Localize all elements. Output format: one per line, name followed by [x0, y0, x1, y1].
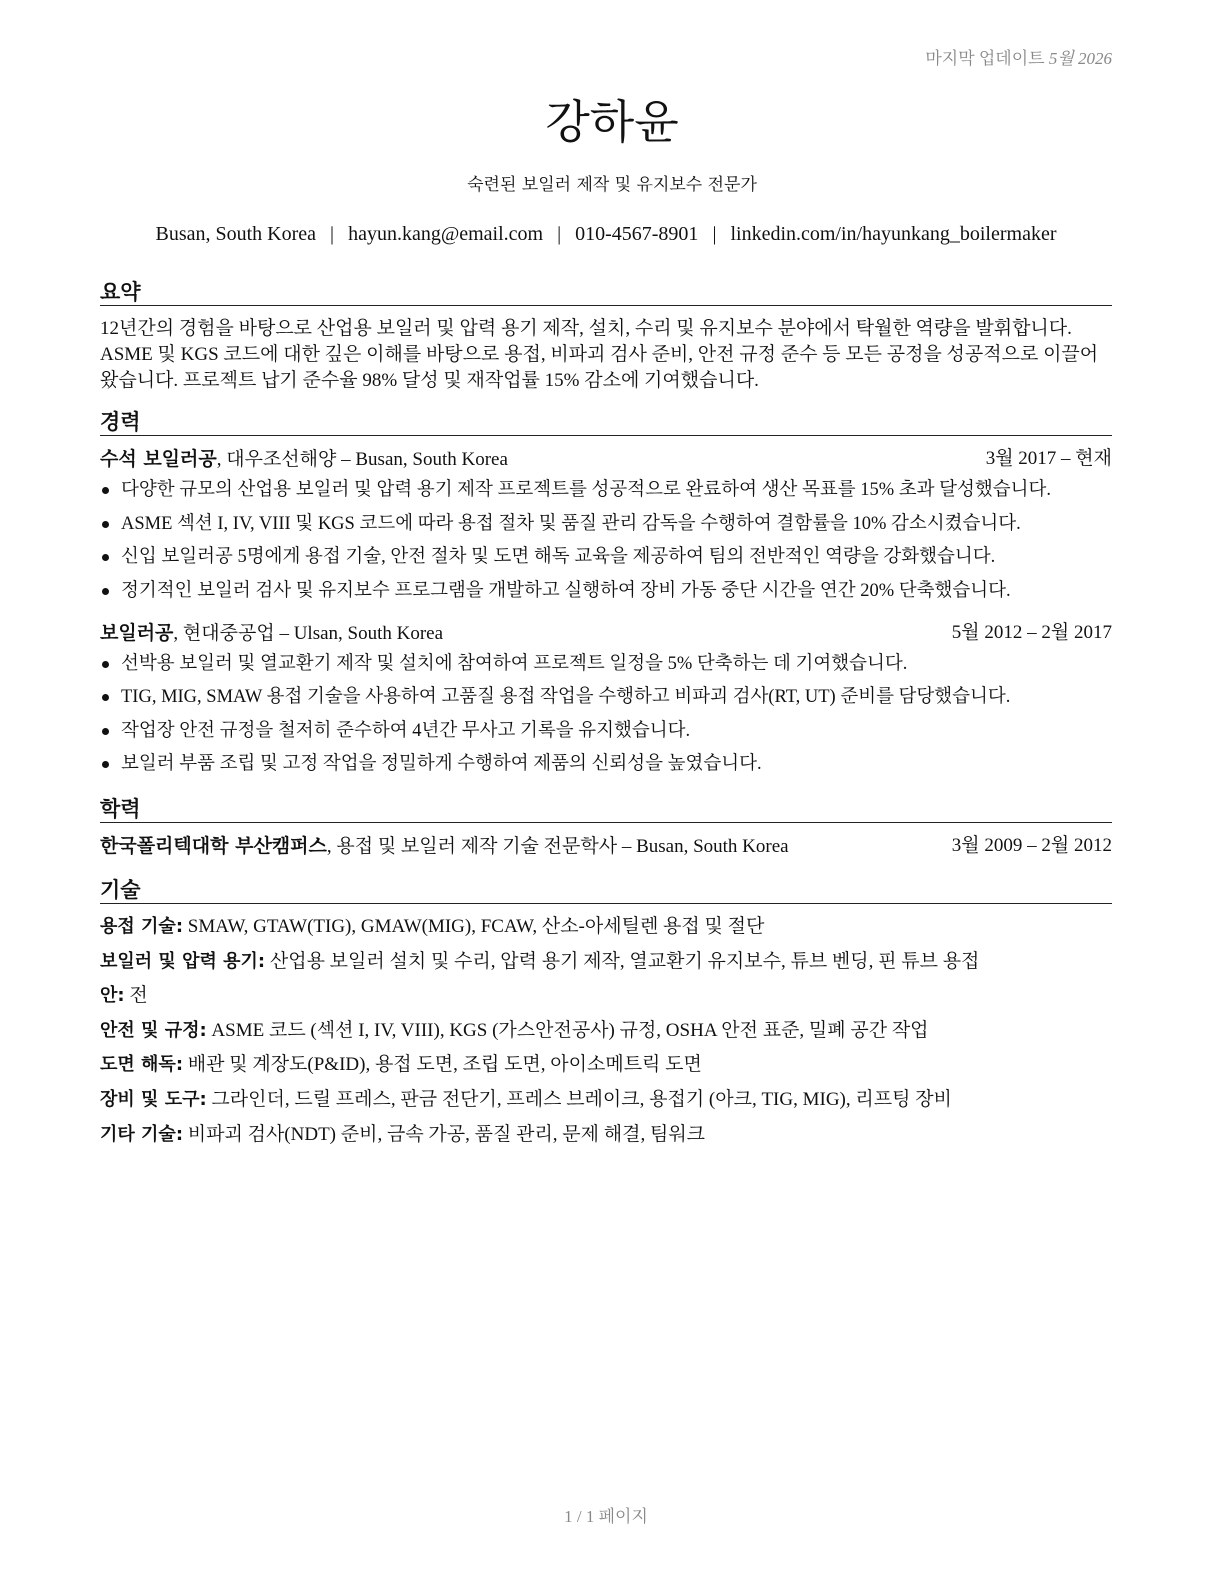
bullet-text: 작업장 안전 규정을 철저히 준수하여 4년간 무사고 기록을 유지했습니다. — [121, 720, 691, 741]
bullet-text: 보일러 부품 조립 및 고정 작업을 정밀하게 수행하여 제품의 신뢰성을 높였습니다. — [121, 754, 762, 774]
bullet-icon — [102, 728, 109, 735]
skill-label: 기타 기술: — [100, 1123, 184, 1145]
education-degree: , 용접 및 보일러 제작 기술 전문학사 – Busan, South Korea — [326, 836, 789, 857]
skill-row — [100, 1052, 1112, 1078]
skill-value: 배관 및 계장도(P&ID), 용접 도면, 조립 도면, 아이소메트릭 도면 — [183, 1054, 702, 1076]
job-entry — [100, 446, 1112, 604]
skill-label: 용접 기술: — [100, 916, 184, 937]
contact-phone[interactable]: 010-4567-8901 — [575, 223, 699, 245]
skill-row — [100, 949, 1112, 975]
contact-email[interactable]: hayun.kang@email.com — [348, 223, 544, 245]
skill-value: 전 — [124, 985, 148, 1007]
skill-row — [100, 1018, 1112, 1044]
contact-location: Busan, South Korea — [155, 223, 317, 245]
job-bullet — [100, 544, 1112, 570]
job-title: 보일러공 — [100, 621, 174, 644]
skill-row — [100, 1122, 1112, 1148]
job-title: 수석 보일러공 — [100, 448, 217, 470]
job-bullet — [100, 511, 1112, 537]
section-title-education: 학력 — [100, 793, 1112, 823]
bullet-icon — [102, 487, 109, 494]
bullet-text: ASME 섹션 I, IV, VIII 및 KGS 코드에 따라 용접 절차 및 품질 관리 감독을 수행하여 결함률을 10% 감소시켰습니다. — [121, 513, 1021, 534]
bullet-icon — [102, 694, 109, 701]
contact-linkedin[interactable]: linkedin.com/in/hayunkang_boilermaker — [730, 223, 1057, 245]
bullet-icon — [102, 521, 109, 528]
skill-row — [100, 914, 1112, 940]
skill-row — [100, 1087, 1112, 1113]
resume-name: 강하윤 — [545, 95, 679, 149]
bullet-text: 신입 보일러공 5명에게 용접 기술, 안전 절차 및 도면 해독 교육을 제공하여 팀의 전반적인 역량을 강화했습니다. — [121, 547, 996, 567]
job-company: , 현대중공업 – Ulsan, South Korea — [173, 622, 444, 644]
bullet-text: 선박용 보일러 및 열교환기 제작 및 설치에 참여하여 프로젝트 일정을 5% 단축하는 데 기여했습니다. — [121, 653, 908, 674]
bullet-text: TIG, MIG, SMAW 용접 기술을 사용하여 고품질 용접 작업을 수행하고 비파괴 검사(RT, UT) 준비를 담당했습니다. — [121, 687, 1011, 707]
skill-value: 그라인더, 드릴 프레스, 판금 전단기, 프레스 브레이크, 용접기 (아크, TIG, MIG), 리프팅 장비 — [206, 1088, 952, 1110]
skill-value: 산업용 보일러 설치 및 수리, 압력 용기 제작, 열교환기 유지보수, 튜브 벤딩, 핀 튜브 용접 — [265, 950, 980, 972]
job-bullet — [100, 718, 1112, 744]
contact-separator: | — [557, 223, 562, 245]
job-dates: 3월 2017 – 현재 — [985, 448, 1112, 469]
contact-separator: | — [712, 223, 717, 245]
job-bullet — [100, 751, 1112, 777]
skill-row — [100, 983, 1112, 1009]
last-updated-year: 2026 — [1078, 49, 1112, 68]
education-dates: 3월 2009 – 2월 2012 — [951, 835, 1112, 856]
job-entry — [100, 620, 1112, 778]
skill-value: 비파괴 검사(NDT) 준비, 금속 가공, 품질 관리, 문제 해결, 팀워크 — [183, 1123, 706, 1145]
bullet-icon — [102, 588, 109, 595]
skill-label: 도면 해독: — [100, 1054, 184, 1076]
skill-label: 안전 및 규정: — [100, 1019, 207, 1041]
job-header — [100, 446, 1112, 473]
contact-separator: | — [330, 223, 335, 245]
section-title-skills: 기술 — [100, 874, 1112, 904]
job-bullet — [100, 477, 1112, 503]
bullet-icon — [102, 761, 109, 768]
skill-label: 장비 및 도구: — [100, 1088, 207, 1110]
education-entry — [100, 833, 1112, 860]
job-bullet — [100, 651, 1112, 677]
last-updated — [925, 44, 1112, 69]
page-number: 1 / 1 페이지 — [564, 1507, 648, 1526]
last-updated-month: 5월 — [1048, 49, 1074, 68]
job-bullet — [100, 578, 1112, 604]
last-updated-label: 마지막 업데이트 — [925, 49, 1045, 68]
job-bullets — [100, 651, 1112, 778]
bullet-text: 다양한 규모의 산업용 보일러 및 압력 용기 제작 프로젝트를 성공적으로 완료하여 생산 목표를 15% 초과 달성했습니다. — [121, 480, 1051, 500]
skill-value: ASME 코드 (섹션 I, IV, VIII), KGS (가스안전공사) 규정, OSHA 안전 표준, 밀폐 공간 작업 — [206, 1019, 929, 1041]
section-title-experience: 경력 — [100, 406, 1112, 436]
job-header — [100, 620, 1112, 647]
resume-body — [100, 276, 1112, 1156]
bullet-icon — [102, 661, 109, 668]
contact-line — [0, 223, 1212, 246]
summary-text: 12년간의 경험을 바탕으로 산업용 보일러 및 압력 용기 제작, 설치, 수리 및 유지보수 분야에서 탁월한 역량을 발휘합니다. ASME 및 KGS 코드에 대한 깊은 이해를 바탕으로 용접, 비파괴 검사 준비, 안전 규정 준수 등 모든 공정을 성공적으로 이끌어 왔습니다. 프로젝트 납기 준수율 98% 달성 및 재작업률 15% 감소에 기여했습니다. — [100, 318, 1099, 391]
section-title-summary: 요약 — [100, 276, 1112, 306]
job-bullets — [100, 477, 1112, 604]
resume-tagline: 숙련된 보일러 제작 및 유지보수 전문가 — [467, 175, 757, 195]
skill-label: 안: — [100, 985, 125, 1007]
job-dates: 5월 2012 – 2월 2017 — [951, 621, 1112, 643]
skill-label: 보일러 및 압력 용기: — [100, 950, 266, 972]
bullet-icon — [102, 554, 109, 561]
bullet-text: 정기적인 보일러 검사 및 유지보수 프로그램을 개발하고 실행하여 장비 가동 중단 시간을 연간 20% 단축했습니다. — [121, 580, 1011, 601]
skill-value: SMAW, GTAW(TIG), GMAW(MIG), FCAW, 산소-아세틸렌 용접 및 절단 — [183, 916, 765, 937]
job-company: , 대우조선해양 – Busan, South Korea — [216, 449, 508, 470]
job-bullet — [100, 684, 1112, 710]
education-school: 한국폴리텍대학 부산캠퍼스 — [100, 835, 327, 857]
